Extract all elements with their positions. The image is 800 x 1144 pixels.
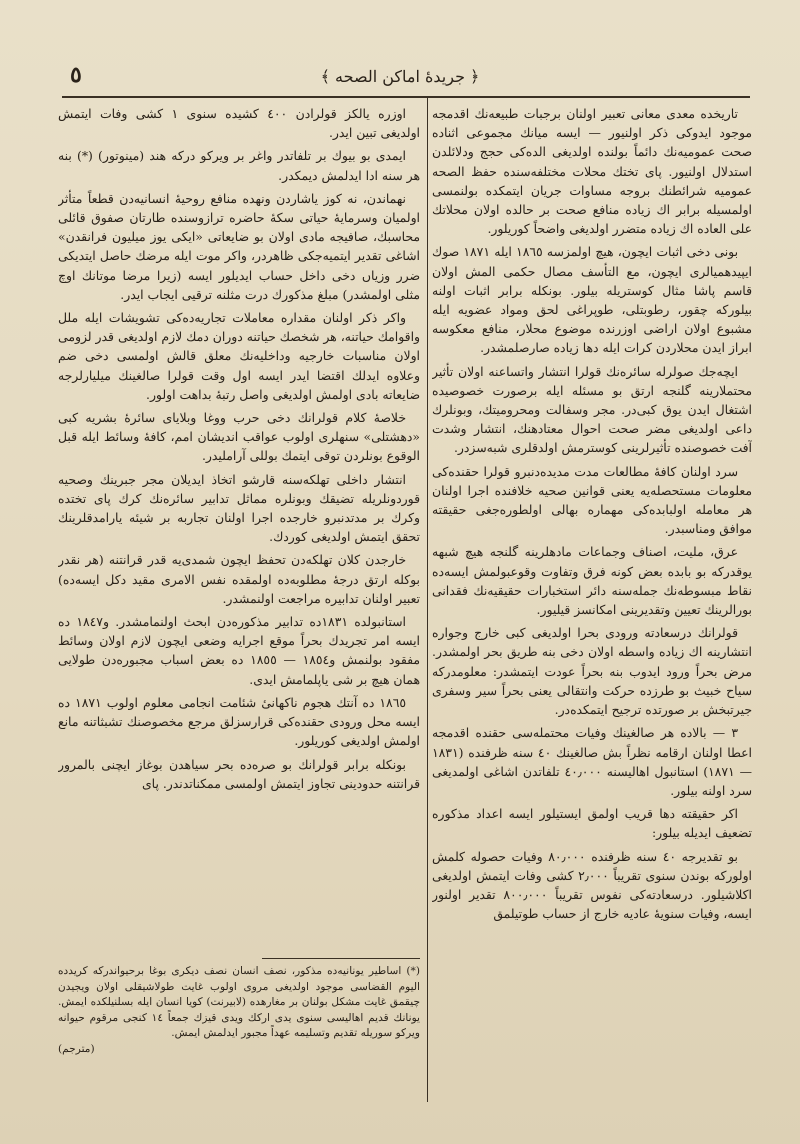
paragraph: سرد اولنان كافهٔ مطالعات مدت مديده‌دنبرو قولرا حقنده‌كی معلومات مستحصله‌يه يعنی قوانين صحيه خلافنده اجرا اولنان هر معامله اولبابده‌كی مهماره بهالی اولطوره‌جغی حقيقته موافق ومناسبدر. bbox=[432, 463, 752, 537]
header-rule bbox=[62, 96, 750, 98]
translator-note: (مترجم) bbox=[58, 1042, 95, 1055]
paragraph: بونی دخی اثبات ايچون، هيچ اولمزسه ١٨٦٥ ايله ١٨٧١ صوك ايپيدهميالری ايچون، مع التأسف مصال حكمی المش اولان قاسم پاشا مثال كوستريله بيلور. بونكله برابر اثبات اولنه بيلوركه چقور، رطوبتلی، طوپراغی لحق ومواد عضويه ايله مشبوع اولان اراضی اوزرنده موضوع محلار، منافع معكوسه ابراز ايدن محلاردن كرات ايله دها زياده صارصلمشدر. bbox=[432, 244, 752, 356]
paragraph: عرق، مليت، اصناف وجماعات مادهلرينه گلنجه هيچ شبهه يوقدركه بو بابده بعض كونه فرق وتفاوت وقوعبولمش ايسه‌ده نقاط مبسوطه‌نك جمله‌سنه دائر استخبارات حقيقيه‌نك فقدانی بورالرينك تعيين وتقديرينی امكانسز قيليور. bbox=[432, 544, 752, 618]
masthead-title: ﴿ جريدهٔ اماكن الصحه ﴾ bbox=[320, 66, 480, 86]
left-column bbox=[58, 104, 420, 950]
paragraph: اوزره يالكز قولرادن ٤٠٠ كشيده سنوی ١ كشی وفات ايتمش اولديغی تبين ايدر. bbox=[58, 106, 420, 141]
footnote-rule bbox=[262, 958, 420, 959]
paragraph: انتشار داخلی تهلكه‌سنه قارشو اتخاذ ايديلان مجر جبرينك وصحيه قوردونلريله تضيقك وبونلره مماثل تدابير سائره‌نك كرك پای تختده وكرك بر مدتدنبرو خارجده اجرا اولنان تجاربه بر شيئه يارامدقلرينك تحقق ايتمش اولديغی كوردك. bbox=[58, 471, 420, 545]
paragraph: بو تقديرجه ٤٠ سنه ظرفنده ٨٠٫٠٠٠ وفيات حصوله كلمش اولوركه بوندن سنوی تقريباً ٢٫٠٠٠ كشی وفات ايتمش اولديغی اكلاشيلور. درسعادته‌كی نفوس تقريباً ٨٠٠٫٠٠٠ تقدير اولنور ايسه، وفيات سنويهٔ عاديه خارج از حساب طوتيلمق bbox=[432, 848, 752, 922]
paragraph: واكر ذكر اولنان مقداره معاملات تجاريه‌ده‌كی تشويشات ايله ملل واقوامك حياتنه، هر شخصك حياتنه دوران دمك لازم اولديغی قدر لزومی اولان مناسبات خارجيه وداخليه‌نك معلق قالش اولمسی دخی ضم وعلاوه ايدلك اقتضا ايدر ايسه اول وقت قولرا صالغينك ميليارلرجه ضايعاته بادی اولمش اولديغی واصل رتبهٔ بداهت اولور. bbox=[58, 310, 420, 402]
column-divider bbox=[427, 98, 428, 1102]
page-number: ٥ bbox=[70, 62, 82, 88]
paragraph: خلاصهٔ كلام قولرانك دخی حرب ووغا وبلايای سائرهٔ بشريه كبی «دهشتلی» سنهلری اولوب عواقب انديشان امم، كافهٔ وسائط ايله قبل الوقوع بونلردن توقی ايتمك بوللی آرامليدر. bbox=[58, 410, 420, 464]
paragraph: ١٨٦٥ ده آنتك هجوم ناكهانیٔ شئامت انجامی معلوم اولوب ١٨٧١ ده ايسه محل ورودی حقنده‌كی قرارسزلق مرجع مخصوصنك تشبثاتنه مانع اولمش اولديغی كوريلور. bbox=[58, 694, 420, 749]
page-header bbox=[40, 58, 760, 94]
paragraph: خارجدن كلان تهلكه‌دن تحفظ ايچون شمدی‌يه قدر قرانتنه (هر نقدر بوكله ارتق درجهٔ مطلوبه‌ده اولمقده نفس الامری مقيد دكل ايسه‌ده) تعبير اولنان تدابيره مراجعت اولنمشدر. bbox=[58, 552, 420, 606]
paragraph: نهماندن، نه كوز ياشاردن ونهده منافع روحيهٔ انسانيه‌دن قطعاً متأثر اولميان وسرمايهٔ حياتی سكهٔ حاضره ترازوسنده طارتان صفوق قائلی محاسبك، صافيجه مادی اولان بو ضايعاتی «ايكی يوز ميليون فرانقدن» اشاغی تقدير ايتميه‌جكی ظاهردر، واكر موت ايله مرضك حاصل ايتديكی ضرر وزياں دخی داخل حساب ايديلور ايسه (زيرا مرضا موتانك اوچ مثلی اولمشدر) مبلغ مذكورك درت مثلنه ترقيی ايجاب ايدر. bbox=[58, 190, 420, 302]
paragraph: اكر حقيقته دها قريب اولمق ايستيلور ايسه اعداد مذكوره تضعيف ايديله بيلور: bbox=[432, 806, 752, 841]
paragraph: ٣ — بالاده هر صالغينك وفيات محتمله‌سی حقنده اقدمجه اعطا اولنان ارقامه نظراً بش صالغينك ٤٠ سنه ظرفنده (١٨٣١ — ١٨٧١) استانبول اهاليسنه ٤٠٫٠٠٠ تلفاتدن اشاغی اولمديغی سرد اولنه بيلور. bbox=[432, 725, 752, 798]
paragraph: استانبولده ١٨٣١ده تدابير مذكوره‌دن ابحث اولنمامشدر. و١٨٤٧ ده ايسه امر تجريدك بحراً موقع اجرايه وضعی ايچون لازم اولان وسائط مفقود بولنمش و١٨٥٤ — ١٨٥٥ ده بعض اسباب مجبوره‌دن طولايی همان هيچ بر شی ياپلمامش ايدی. bbox=[58, 614, 420, 687]
paragraph: ايمدی بو بيوك بر تلفاتدر واغر بر ويركو دركه هند (مينوتور) (*) بنه هر سنه ادا ايدلمش ديمكدر. bbox=[58, 148, 420, 183]
right-column bbox=[432, 104, 752, 1094]
footnote bbox=[58, 964, 420, 1094]
paragraph: تاريخده معدی معانی تعبير اولنان برجبات طبيعه‌نك اقدمجه موجود ايدوكی ذكر اولنيور — ايسه ميانك مجموعی اثناده صحت عموميه‌نك دائماً بولنده اولديغی الده‌كی حجج ودلائلدن استدلال اولنيور. پای تختك محلات مختلفه‌سنده حفظ الصحه عموميه شرائطنك بروجه مساوات جريان ايتمكده بولنمسی اولمسيله برابر اك زياده منافع صحت بر حالده اولان محلاتك علی العاده اك زياده متضرر اولديغی واضحاً كوريلور. bbox=[432, 106, 752, 237]
paragraph: قولرانك درسعادته ورودی بحرا اولديغی كبی خارج وجواره انتشارينه اك زياده واسطه اولان دخی بنه طريق بحر اولمشدر. مرض بحراً ورود ايدوب بنه بحراً عودت ايتمشدر: معلومدركه سياح خبيث بو طرزده حركت وانتقالی يعنی بحراً سير وسفری جيرتبخش بر صورتده ترجيح ايتمكده‌در. bbox=[432, 625, 752, 718]
footnote-text: (*) اساطير يونانيه‌ده مذكور، نصف انسان نصف ديكری بوغا برحيواندركه كريدده اليوم القضاسی موجود اولديغی مروی اولوب غايت طولاشيقلی اولان ويجيدن چيقمق غايت مشكل بولنان بر مغارهده (لابيرنت) كويا انسان ايله بسلنيلكده ايمش. يونانك قديم اهاليسی سنوی يدی اركك ويدی قيزك جمعاً ١٤ كنجی مرقوم حيوانه ويركو سوريله تقديم وتسليمه عهداً مجبور ايدلمش ايمش. bbox=[58, 965, 420, 1040]
paragraph: ايچه‌جك صولرله سائرەنك قولرا انتشار واتساعنه اولان تأثير محتملارينه گلنجه ارتق بو مسئله ايله برصورت خصوصيده اشتغال ايدن يوق كبی‌در. مجر وسفالت ومحروميتك، وبونلرك داعی اولديغی مضر صحت احوال معتادهنك، انتشار وشدت آفت خصوصنده تأثيرلرينی كوسترمش اولدقلری شبه‌سزدر. bbox=[432, 363, 752, 456]
paragraph: بونكله برابر قولرانك بو صره‌ده بحر سياهدن بوغاز ايچنی بالمرور قرانتنه حدودينی تجاوز ايتمش اولمسی ممكناتدندر. پای bbox=[58, 756, 420, 791]
